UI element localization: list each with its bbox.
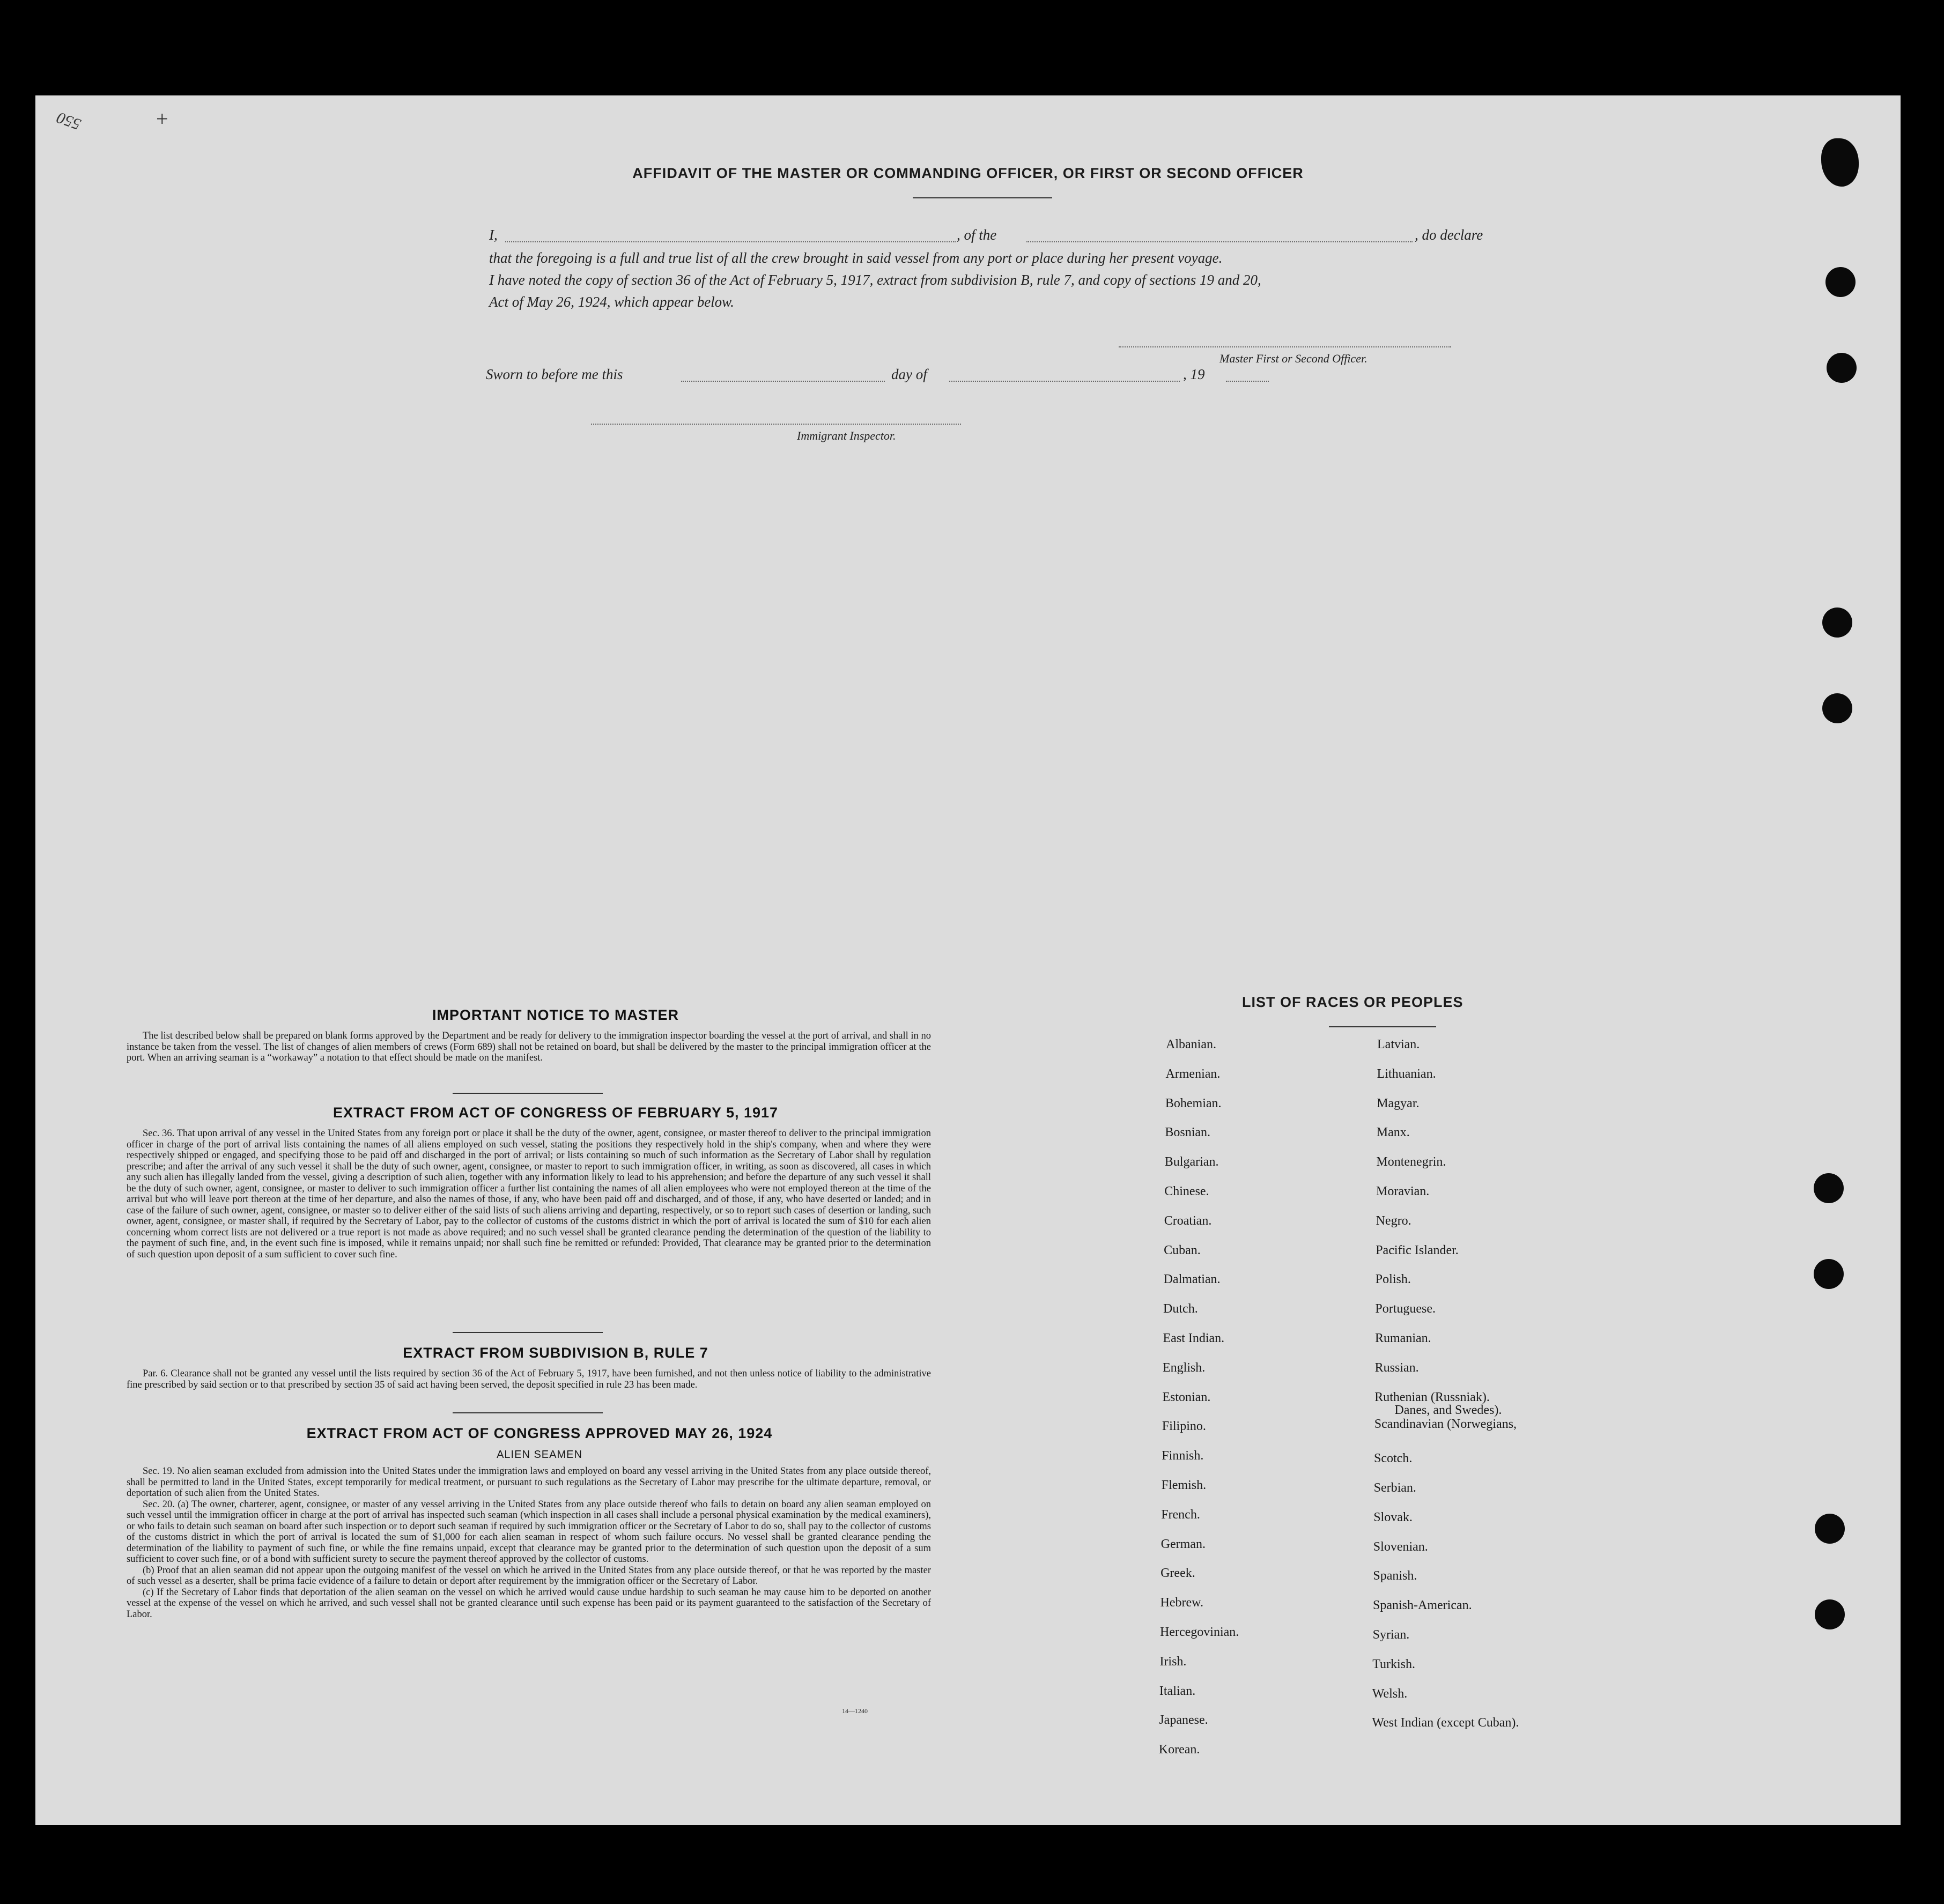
title-underline [913, 197, 1052, 198]
race-item-right: Montenegrin. [1376, 1155, 1446, 1169]
alien-seamen-subtitle: ALIEN SEAMEN [497, 1449, 582, 1461]
declaration-line-1 [489, 224, 1524, 246]
sec-20b-paragraph: (b) Proof that an alien seaman did not appear upon the outgoing manifest of the vessel on which he arrived in the United States from any place outside thereof, or that he was reported by the master of such vessel as a deserter, shall be prima facie evidence of a failure to detain or deport after requirement by the immigration officer or the Secretary of Labor. [127, 1565, 931, 1587]
sec-20c-paragraph: (c) If the Secretary of Labor finds that deportation of the alien seaman on the vessel on which he arrived would cause undue hardship to such seaman he may cause him to be deported on another vessel at the expense of the vessel on which he arrived, and such vessel shall not be granted clearance until such expense has been paid or its payment guaranteed to the satisfaction of the Secretary of Labor. [127, 1587, 931, 1620]
name-blank [505, 241, 956, 242]
race-item-left: English. [1162, 1361, 1206, 1375]
extract-rule7-title: EXTRACT FROM SUBDIVISION B, RULE 7 [403, 1345, 708, 1361]
race-item-left: Bosnian. [1165, 1125, 1211, 1139]
punch-hole [1814, 1173, 1844, 1203]
race-item-right: West Indian (except Cuban). [1372, 1716, 1519, 1730]
inspector-signature-label: Immigrant Inspector. [797, 429, 896, 442]
divider [453, 1412, 603, 1413]
race-item-right: Lithuanian. [1377, 1067, 1436, 1081]
race-item-right: Russian. [1374, 1361, 1419, 1375]
race-item-left: Italian. [1159, 1684, 1196, 1698]
race-item-left: Cuban. [1164, 1243, 1201, 1257]
race-item-right: Spanish-American. [1373, 1598, 1472, 1612]
race-item-left: Filipino. [1162, 1419, 1206, 1433]
race-item-right: Turkish. [1372, 1657, 1416, 1671]
race-item-right: Syrian. [1372, 1628, 1410, 1642]
notice-title: IMPORTANT NOTICE TO MASTER [432, 1007, 679, 1023]
extract-rule7-text [127, 1368, 931, 1390]
race-item-right: Manx. [1376, 1125, 1410, 1139]
race-item-left: Chinese. [1164, 1184, 1209, 1198]
extract-1917-title: EXTRACT FROM ACT OF CONGRESS OF FEBRUARY 5, 1917 [332, 1105, 779, 1121]
race-item-left: East Indian. [1163, 1331, 1225, 1345]
race-item-left: Dalmatian. [1163, 1272, 1221, 1286]
sec-36-paragraph: Sec. 36. That upon arrival of any vessel in the United States from any foreign port or place it shall be the duty of the owner, agent, consignee, or master thereof to deliver to the principal immigration officer in charge of the port of arrival lists containing the names of all aliens employed on such vessel, stating the positions they respectively hold in the ship's company, when and where they were respectively shipped or engaged, and specifying those to be paid off and discharged in the port of arrival; or lists containing so much of such information as the Secretary of Labor shall by regulation prescribe; and after the arrival of any such vessel it shall be the duty of such owner, agent, consignee, or master to report to such immigration officer, in writing, as soon as discovered, all cases in which any such alien has illegally landed from the vessel, giving a description of such alien, together with any information likely to lead to his apprehension; and before the departure of any such vessel it shall be the duty of such owner, agent, consignee, or master to deliver to such immigration officer a further list containing the names of all alien employees who were not employed thereon at the time of the arrival but who will leave port thereon at the time of her departure, and also the names of those, if any, who have been paid off and discharged, and of those, if any, who have deserted or landed; and in case of the failure of such owner, agent, consignee, or master so to deliver either of the said lists of such aliens arriving and departing, respectively, or so to report such cases of desertion or landing, such owner, agent, consignee, or master shall, if required by the Secretary of Labor, pay to the collector of customs of the customs district in which the port of arrival is located the sum of $10 for each alien concerning whom correct lists are not delivered or a true report is not made as above required; and no such vessel shall be granted clearance pending the determination of the question of the liability to the payment of such fine, and, in the event such fine is imposed, while it remains unpaid; nor shall such fine be remitted or refunded: Provided, That clearance may be granted prior to the determination of such question upon deposit of a sum sufficient to cover such fine. [127, 1128, 931, 1260]
extract-1917-text [127, 1128, 931, 1260]
page-number-mark: 550 [54, 108, 84, 134]
punch-hole [1814, 1259, 1844, 1289]
race-item-right: Serbian. [1373, 1481, 1416, 1495]
race-item-left: Finnish. [1162, 1449, 1204, 1463]
race-item-right: Magyar. [1377, 1097, 1420, 1110]
race-item-right: Welsh. [1372, 1687, 1408, 1701]
punch-hole [1822, 693, 1852, 723]
declare-label: , do declare [1415, 227, 1483, 243]
declarant-prefix: I, [489, 227, 498, 243]
of-the-label: , of the [957, 227, 997, 243]
sworn-month-blank [949, 381, 1180, 382]
race-item-right: Ruthenian (Russniak). [1374, 1390, 1490, 1404]
punch-hole [1827, 353, 1857, 383]
race-item-right: Scandinavian (Norwegians, [1374, 1417, 1517, 1431]
race-item-left: Albanian. [1166, 1038, 1216, 1051]
race-item-right: Slovenian. [1373, 1540, 1428, 1554]
punch-hole [1822, 607, 1852, 638]
form-number: 14—1240 [842, 1707, 868, 1715]
punch-hole [1815, 1599, 1845, 1629]
race-item-right: Spanish. [1373, 1569, 1417, 1583]
race-item-left: Bohemian. [1165, 1097, 1222, 1110]
sworn-line [486, 364, 1290, 386]
race-item-left: Bulgarian. [1164, 1155, 1219, 1169]
declaration-line-4: Act of May 26, 1924, which appear below. [489, 294, 734, 310]
form-page [35, 95, 1901, 1825]
races-underline [1329, 1026, 1436, 1027]
race-item-left: Korean. [1158, 1743, 1200, 1757]
extract-1924-text [127, 1466, 931, 1620]
sec-19-paragraph: Sec. 19. No alien seaman excluded from admission into the United States under the immigration laws and employed on board any vessel arriving in the United States from any place outside thereof, shall be permitted to land in the United States, except temporarily for medical treatment, or pursuant to such regulations as the Secretary of Labor may prescribe for the ultimate departure, removal, or deportation of such alien from the United States. [127, 1466, 931, 1499]
divider [453, 1093, 603, 1094]
race-item-right: Polish. [1375, 1272, 1411, 1286]
race-item-left: Japanese. [1159, 1713, 1208, 1727]
race-item-left: Estonian. [1162, 1390, 1211, 1404]
race-item-right: Portuguese. [1375, 1302, 1436, 1316]
race-item-left: Dutch. [1163, 1302, 1198, 1316]
race-item-right: Scotch. [1374, 1451, 1413, 1465]
officer-signature-label: Master First or Second Officer. [1219, 352, 1368, 365]
race-item-left: Croatian. [1164, 1214, 1212, 1228]
notice-paragraph: The list described below shall be prepared on blank forms approved by the Department and be ready for delivery to the immigration inspector boarding the vessel at the port of arrival, and shall in no instance be taken from the vessel. The list of changes of alien members of crews (Form 689) shall not be retained on board, but shall be delivered by the master to the principal immigration officer at the port. When an arriving seaman is a “workaway” a notation to that effect should be made on the manifest. [127, 1031, 931, 1063]
race-item-left: Hebrew. [1160, 1596, 1203, 1610]
sworn-day-of: day of [891, 366, 927, 382]
race-item-right: Slovak. [1373, 1510, 1413, 1524]
vessel-blank [1026, 241, 1413, 242]
sworn-day-blank [681, 381, 885, 382]
punch-hole [1815, 1514, 1845, 1544]
race-item-right: Danes, and Swedes). [1394, 1403, 1502, 1417]
par-6-paragraph: Par. 6. Clearance shall not be granted any vessel until the lists required by section 36 of the Act of February 5, 1917, have been furnished, and not then unless notice of liability to the administrative fine prescribed by said section or to that prescribed by section 35 of said act having been served, the deposit specified in rule 23 has been made. [127, 1368, 931, 1390]
divider [453, 1332, 603, 1333]
declaration-line-2: that the foregoing is a full and true list of all the crew brought in said vessel from any port or place during her present voyage. [489, 250, 1223, 266]
inspector-signature-line [591, 424, 961, 425]
sworn-year-blank [1226, 381, 1269, 382]
race-item-left: Flemish. [1161, 1478, 1207, 1492]
sworn-year: , 19 [1183, 366, 1205, 382]
declaration-line-3: I have noted the copy of section 36 of the Act of February 5, 1917, extract from subdivision B, rule 7, and copy of sections 19 and 20, [489, 272, 1261, 288]
race-item-left: Greek. [1161, 1566, 1195, 1580]
race-item-right: Negro. [1376, 1214, 1411, 1228]
race-item-left: German. [1161, 1537, 1206, 1551]
officer-signature-line [1119, 346, 1451, 347]
race-item-left: French. [1161, 1508, 1200, 1522]
race-item-right: Moravian. [1376, 1184, 1430, 1198]
race-item-right: Rumanian. [1375, 1331, 1431, 1345]
cross-mark: + [156, 107, 168, 131]
race-item-right: Latvian. [1377, 1038, 1420, 1051]
affidavit-title: AFFIDAVIT OF THE MASTER OR COMMANDING OFFICER, OR FIRST OR SECOND OFFICER [632, 165, 1304, 181]
notice-text [127, 1031, 931, 1064]
sec-20a-paragraph: Sec. 20. (a) The owner, charterer, agent, consignee, or master of any vessel arriving in the United States from any place outside thereof who fails to detain on board any alien seaman employed on such vessel until the immigration officer in charge at the port of arrival has inspected such seaman (which inspection in all cases shall include a personal physical examination by the medical examiners), or who fails to detain such seaman on board after such inspection or to deport such seaman if required by such immigration officer or the Secretary of Labor to do so, shall pay to the collector of customs of the customs district in which the port of arrival is located the sum of $1,000 for each alien seaman in respect of whom such failure occurs. No vessel shall be granted clearance pending the determination of the liability to payment of such fine, or while the fine remains unpaid, except that clearance may be granted prior to the determination of such question upon the deposit of a sum sufficient to cover such fine, or of a bond with sufficient surety to secure the payment thereof approved by the collector of customs. [127, 1499, 931, 1565]
race-item-right: Pacific Islander. [1376, 1243, 1459, 1257]
extract-1924-title: EXTRACT FROM ACT OF CONGRESS APPROVED MAY 26, 1924 [306, 1425, 773, 1441]
race-item-left: Hercegovinian. [1160, 1625, 1239, 1639]
race-item-left: Irish. [1159, 1655, 1187, 1669]
race-item-left: Armenian. [1165, 1067, 1221, 1081]
punch-hole [1825, 267, 1856, 297]
races-title: LIST OF RACES OR PEOPLES [1242, 994, 1463, 1010]
sworn-prefix: Sworn to before me this [486, 366, 623, 382]
